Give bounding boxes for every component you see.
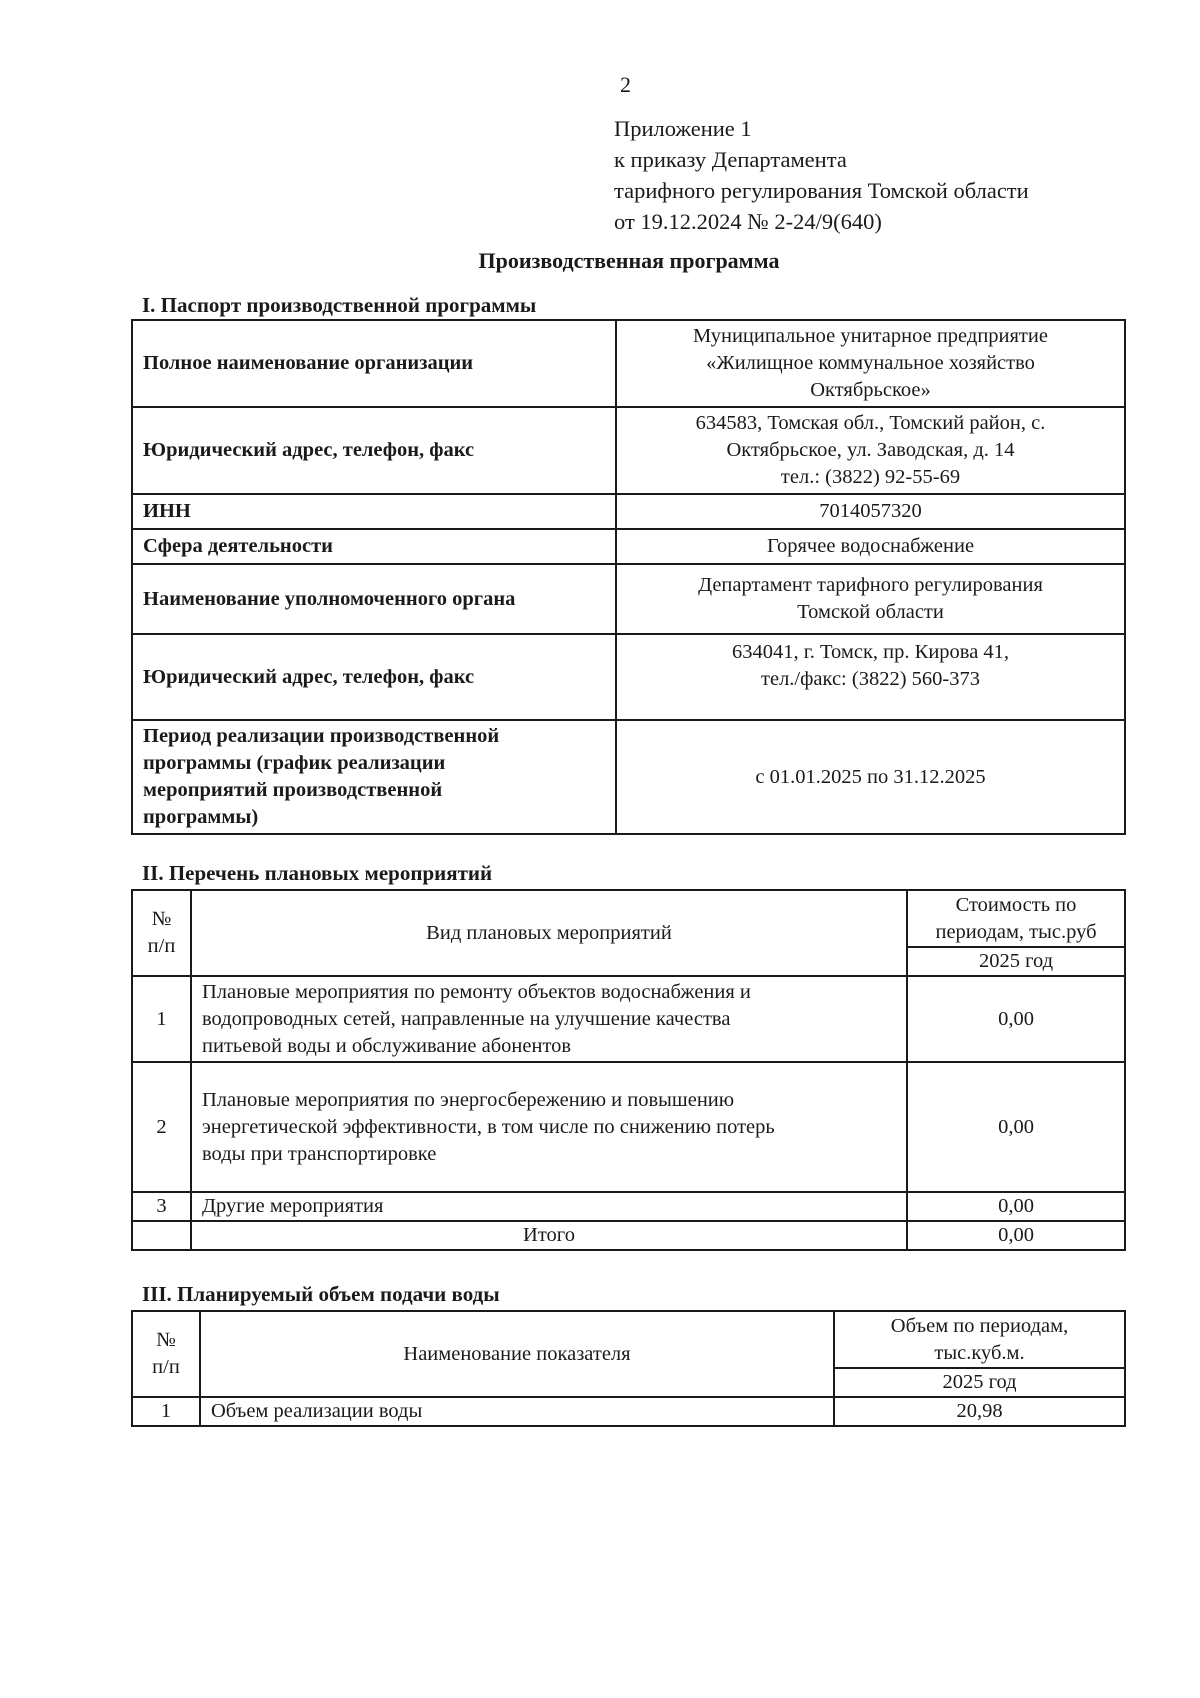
- text-line: Плановые мероприятия по ремонту объектов водоснабжения и: [202, 980, 751, 1003]
- total-cost: 0,00: [907, 1221, 1125, 1250]
- row-value: Горячее водоснабжение: [616, 529, 1125, 564]
- row-label: ИНН: [132, 494, 616, 529]
- header-line: №: [151, 908, 172, 930]
- row-label: Юридический адрес, телефон, факс: [132, 407, 616, 494]
- total-label: Итого: [191, 1221, 907, 1250]
- header-line: тыс.куб.м.: [934, 1341, 1025, 1364]
- value-line: Департамент тарифного регулирования: [698, 574, 1043, 596]
- header-line: Стоимость по: [955, 893, 1077, 916]
- table-row: [132, 720, 1125, 834]
- header-line: периодам, тыс.руб: [935, 920, 1097, 943]
- label-line: мероприятий производственной: [143, 779, 443, 801]
- row-value: [616, 320, 1125, 407]
- row-text: Другие мероприятия: [191, 1192, 907, 1221]
- row-label: Наименование уполномоченного органа: [132, 564, 616, 634]
- table-row: [132, 1062, 1125, 1192]
- row-num: 1: [132, 1397, 200, 1426]
- section-1-title: I. Паспорт производственной программы: [142, 293, 537, 317]
- row-text: [191, 1062, 907, 1192]
- header-cost: [907, 890, 1125, 947]
- table-row: [132, 407, 1125, 494]
- table-row: [132, 1397, 1125, 1426]
- row-value: [616, 564, 1125, 634]
- row-value: с 01.01.2025 по 31.12.2025: [616, 720, 1125, 834]
- row-value: [616, 634, 1125, 720]
- passport-table: [131, 319, 1126, 835]
- row-text: [191, 976, 907, 1062]
- row-value: [616, 407, 1125, 494]
- row-cost: 0,00: [907, 1062, 1125, 1192]
- header-volume: [834, 1311, 1125, 1368]
- header-line: №: [156, 1329, 176, 1351]
- row-num: 3: [132, 1192, 191, 1221]
- table-row: [132, 494, 1125, 529]
- value-line: Муниципальное унитарное предприятие: [693, 325, 1048, 347]
- table-row: [132, 634, 1125, 720]
- header-num: [132, 1311, 200, 1397]
- value-line: 634041, г. Томск, пр. Кирова 41,: [731, 641, 1010, 663]
- row-name: Объем реализации воды: [200, 1397, 834, 1426]
- table-total-row: [132, 1221, 1125, 1250]
- total-empty-cell: [132, 1221, 191, 1250]
- appendix-line: тарифного регулирования Томской области: [614, 178, 1029, 203]
- table-row: [132, 320, 1125, 407]
- table-row: [132, 529, 1125, 564]
- appendix-line: к приказу Департамента: [614, 147, 847, 172]
- measures-table: [131, 889, 1126, 1251]
- row-label: Полное наименование организации: [132, 320, 616, 407]
- value-line: тел.: (3822) 92-55-69: [780, 466, 961, 488]
- header-year: 2025 год: [834, 1368, 1125, 1397]
- row-value: 7014057320: [616, 494, 1125, 529]
- label-line: Период реализации производственной: [143, 725, 500, 747]
- header-num: [132, 890, 191, 976]
- appendix-line: Приложение 1: [614, 116, 752, 141]
- header-name: Вид плановых мероприятий: [191, 890, 907, 976]
- header-line: п/п: [152, 1356, 180, 1378]
- appendix-line: от 19.12.2024 № 2-24/9(640): [614, 209, 882, 234]
- value-line: Томской области: [797, 601, 944, 623]
- row-label: Юридический адрес, телефон, факс: [132, 634, 616, 720]
- table-row: [132, 564, 1125, 634]
- row-volume: 20,98: [834, 1397, 1125, 1426]
- document-title: Производственная программа: [478, 248, 780, 273]
- value-line: тел./факс: (3822) 560-373: [761, 668, 980, 690]
- row-num: 2: [132, 1062, 191, 1192]
- value-line: «Жилищное коммунальное хозяйство: [706, 352, 1035, 374]
- header-year: 2025 год: [907, 947, 1125, 976]
- table-row: [132, 976, 1125, 1062]
- row-label: [132, 720, 616, 834]
- table-header-row: [132, 890, 1125, 947]
- header-name: Наименование показателя: [200, 1311, 834, 1397]
- header-line: п/п: [147, 935, 176, 957]
- row-num: 1: [132, 976, 191, 1062]
- section-2-title: II. Перечень плановых мероприятий: [142, 861, 493, 885]
- text-line: водопроводных сетей, направленные на улучшение качества: [202, 1007, 731, 1030]
- volume-table: [131, 1310, 1126, 1427]
- text-line: Плановые мероприятия по энергосбережению и повышению: [202, 1088, 735, 1111]
- value-line: 634583, Томская обл., Томский район, с.: [695, 412, 1046, 434]
- text-line: воды при транспортировке: [202, 1142, 437, 1165]
- label-line: программы): [143, 806, 259, 828]
- value-line: Октябрьское, ул. Заводская, д. 14: [726, 439, 1015, 461]
- row-cost: 0,00: [907, 1192, 1125, 1221]
- label-line: программы (график реализации: [143, 752, 446, 774]
- row-cost: 0,00: [907, 976, 1125, 1062]
- table-header-row: [132, 1311, 1125, 1368]
- value-line: Октябрьское»: [810, 379, 931, 401]
- section-3-title: III. Планируемый объем подачи воды: [142, 1282, 500, 1306]
- text-line: энергетической эффективности, в том числе по снижению потерь: [202, 1115, 775, 1138]
- row-label: Сфера деятельности: [132, 529, 616, 564]
- text-line: питьевой воды и обслуживание абонентов: [202, 1034, 572, 1057]
- page-number: 2: [620, 72, 631, 97]
- header-line: Объем по периодам,: [890, 1314, 1069, 1337]
- table-row: [132, 1192, 1125, 1221]
- appendix-header: [614, 113, 1029, 237]
